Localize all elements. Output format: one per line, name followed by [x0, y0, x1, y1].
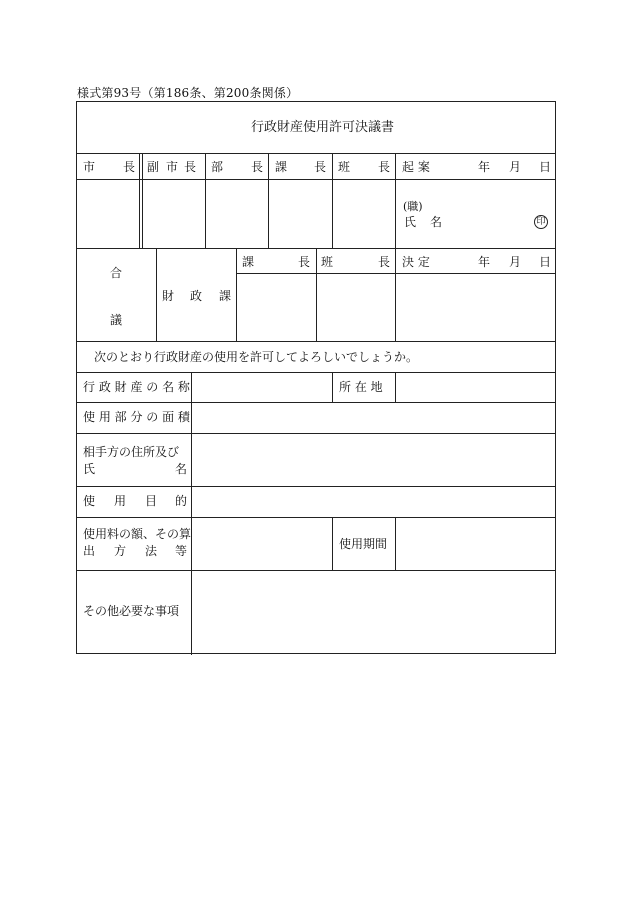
location-label: 所 在 地 [339, 380, 383, 394]
kian-month: 月 [509, 160, 522, 174]
other-matters-label: その他必要な事項 [83, 604, 180, 618]
purpose-label-4: 的 [175, 494, 188, 508]
purpose-field[interactable] [192, 487, 554, 516]
property-name-label: 行 政 財 産 の 名 称 [83, 380, 190, 394]
gougi-kacho-label-2: 長 [298, 255, 311, 269]
fukushicho-label-1: 副 [147, 160, 160, 174]
shimei-label-1: 氏 [404, 215, 417, 229]
kacho-label-1: 課 [275, 160, 288, 174]
form-title: 行政財産使用許可決議書 [251, 120, 395, 135]
gougi-hancho-label-1: 班 [321, 255, 334, 269]
gougi-label-2: 議 [110, 313, 123, 327]
party-label-line2-1: 氏 [83, 462, 96, 476]
stamp-cell-fukushicho[interactable] [143, 180, 204, 247]
fukushicho-label-2: 市 [166, 160, 179, 174]
gougi-label-1: 合 [110, 266, 123, 280]
stamp-cell-gougi-hancho[interactable] [317, 274, 394, 340]
form-reference: 様式第93号（第186条、第200条関係） [77, 86, 299, 100]
property-name-field[interactable] [192, 373, 331, 401]
hancho-label-2: 長 [378, 160, 391, 174]
shicho-label-2: 長 [123, 160, 136, 174]
zaisei-label-2: 政 [190, 289, 203, 303]
fee-label-line2-1: 出 [83, 544, 96, 558]
period-label: 使用期間 [339, 537, 388, 551]
kettei-day: 日 [539, 255, 552, 269]
approval-statement: 次のとおり行政財産の使用を許可してよろしいでしょうか。 [94, 350, 419, 364]
stamp-cell-gougi-kacho[interactable] [237, 274, 315, 340]
fukushicho-label-3: 長 [184, 160, 197, 174]
fee-label-line2-4: 等 [175, 544, 188, 558]
purpose-label-3: 目 [145, 494, 158, 508]
kian-year: 年 [478, 160, 491, 174]
bucho-label-1: 部 [211, 160, 224, 174]
party-label-line1: 相手方の住所及び [83, 445, 180, 459]
kacho-label-2: 長 [314, 160, 327, 174]
fee-label-line2-3: 法 [145, 544, 158, 558]
location-field[interactable] [396, 373, 554, 401]
gougi-hancho-label-2: 長 [378, 255, 391, 269]
seal-icon: 印 [534, 215, 548, 229]
shicho-label-1: 市 [83, 160, 96, 174]
purpose-label-2: 用 [114, 494, 127, 508]
kettei-label: 決 定 [402, 255, 430, 269]
bucho-label-2: 長 [251, 160, 264, 174]
kian-day: 日 [539, 160, 552, 174]
zaisei-label-3: 課 [219, 289, 232, 303]
hancho-label-1: 班 [338, 160, 351, 174]
period-field[interactable] [396, 518, 554, 569]
stamp-cell-kacho[interactable] [269, 180, 331, 247]
kettei-cell[interactable] [396, 274, 554, 340]
shimei-label-2: 名 [430, 215, 443, 229]
party-label-line2-2: 名 [175, 462, 188, 476]
fee-label-line2-2: 方 [114, 544, 127, 558]
fee-label-line1: 使用料の額、その算 [83, 527, 192, 541]
stamp-cell-shicho[interactable] [78, 180, 138, 247]
stamp-cell-hancho[interactable] [333, 180, 394, 247]
kian-label: 起 案 [402, 160, 430, 174]
shoku-label: (職) [403, 200, 423, 213]
kettei-year: 年 [478, 255, 491, 269]
area-label: 使 用 部 分 の 面 積 [83, 410, 190, 424]
purpose-label-1: 使 [83, 494, 96, 508]
area-field[interactable] [192, 403, 554, 432]
party-field[interactable] [192, 434, 554, 485]
other-matters-field[interactable] [192, 571, 554, 653]
zaisei-label-1: 財 [162, 289, 175, 303]
stamp-cell-bucho[interactable] [206, 180, 267, 247]
decision-form-table [76, 101, 556, 654]
fee-field[interactable] [192, 518, 331, 569]
kettei-month: 月 [509, 255, 522, 269]
gougi-kacho-label-1: 課 [242, 255, 255, 269]
